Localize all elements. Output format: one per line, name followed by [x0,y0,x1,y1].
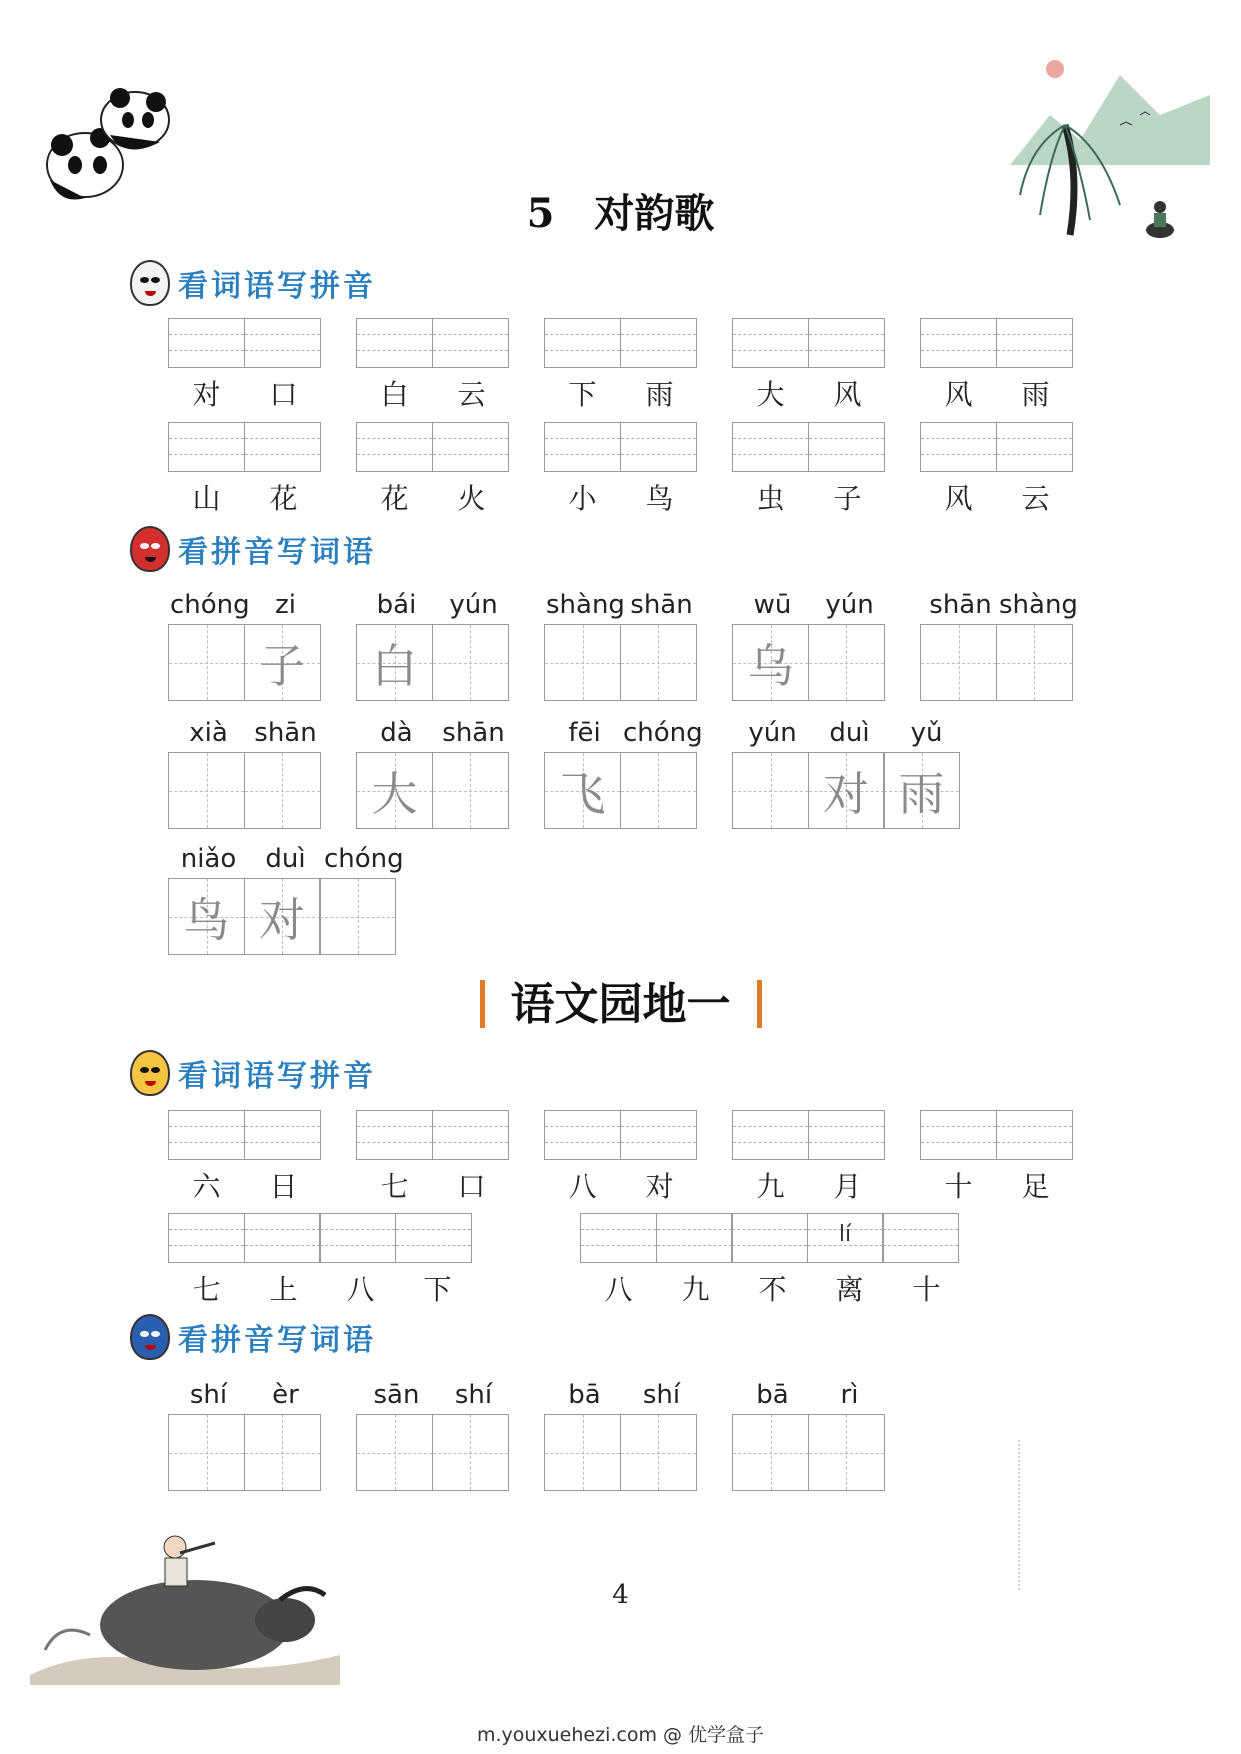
pinyin-writing-cell[interactable] [620,422,697,472]
character-writing-cell[interactable] [544,752,621,829]
guide-line [733,350,808,351]
pinyin-writing-grid [732,318,885,368]
guide-line [245,438,320,439]
guide-line [545,1126,620,1127]
character-writing-cell[interactable] [244,624,321,701]
traced-character: 白 [371,638,418,693]
word-character: 雨 [1021,378,1050,411]
section-heading-words-to-pinyin-2: 看词语写拼音 [130,1048,376,1098]
guide-line [997,334,1072,335]
lesson-title [0,182,1241,239]
guide-line [357,334,432,335]
word-character: 小 [568,482,597,515]
word-character: 不 [758,1273,787,1306]
guide-line [809,438,884,439]
title-right-bar [757,980,762,1028]
character-writing-cell[interactable] [356,624,433,701]
guide-line [545,1142,620,1143]
word-character: 十 [944,1170,973,1203]
guide-line [396,1229,471,1230]
character-writing-grid [168,878,396,955]
pinyin-writing-grid [580,1213,959,1263]
traced-character: 鸟 [183,892,230,947]
page-number: 4 [612,1580,629,1610]
pinyin-writing-cell[interactable] [319,1213,396,1263]
character-writing-cell[interactable] [168,624,245,701]
guide-line [883,1245,958,1246]
pinyin-writing-cell[interactable] [731,1213,808,1263]
guide-line [245,350,320,351]
footer-watermark: m.youxuehezi.com @ 优学盒子 [476,1724,765,1746]
pinyin-syllable: duì [265,844,306,874]
guide-line [809,454,884,455]
pinyin-syllable: shān [929,590,992,620]
guide-line [997,454,1072,455]
pinyin-writing-cell[interactable] [996,318,1073,368]
word-character: 口 [457,1170,486,1203]
word-character: 口 [269,378,298,411]
pinyin-writing-cell[interactable] [732,318,809,368]
pinyin-writing-cell[interactable] [920,1110,997,1160]
pinyin-writing-cell[interactable] [732,1110,809,1160]
pinyin-syllable: rì [840,1380,859,1410]
guide-line [169,1453,244,1454]
guide-line [357,438,432,439]
guide-line [357,1453,432,1454]
guide-line [545,334,620,335]
pinyin-writing-cell[interactable] [544,422,621,472]
character-writing-cell[interactable] [544,1414,621,1491]
word-character: 花 [269,482,298,515]
guide-line [997,1126,1072,1127]
section-heading-pinyin-to-words-2: 看拼音写词语 [130,1312,376,1362]
pinyin-writing-cell[interactable] [882,1213,959,1263]
character-writing-cell[interactable] [920,624,997,701]
character-writing-cell[interactable] [432,1414,509,1491]
guide-line [621,663,696,664]
guide-line [245,1229,320,1230]
character-writing-cell[interactable] [808,752,885,829]
traced-character: 雨 [898,766,945,821]
character-writing-cell[interactable] [244,1414,321,1491]
guide-line [809,1453,884,1454]
guide-line [733,791,808,792]
guide-line [320,917,395,918]
pinyin-writing-cell[interactable] [244,1110,321,1160]
traced-character: 乌 [747,638,794,693]
pinyin-syllable: yún [825,590,874,620]
guide-line [921,663,996,664]
pinyin-syllable: shàng [999,590,1078,620]
guide-line [657,1229,732,1230]
pinyin-syllable: shàng [546,590,625,620]
pinyin-writing-cell[interactable] [808,318,885,368]
pinyin-syllable: yún [748,718,797,748]
pinyin-syllable: yǔ [910,718,943,748]
opera-mask-icon [130,260,170,306]
pinyin-syllable: shí [454,1380,493,1410]
character-writing-cell[interactable] [620,1414,697,1491]
word-character: 七 [192,1273,221,1306]
pinyin-writing-cell[interactable] [244,318,321,368]
pinyin-writing-cell[interactable] [656,1213,733,1263]
guide-line [169,454,244,455]
pinyin-writing-grid [168,318,321,368]
unit-title: 语文园地一 [0,968,1241,1032]
word-character: 八 [346,1273,375,1306]
guide-line [320,1229,395,1230]
guide-line [169,1126,244,1127]
character-writing-cell[interactable] [356,752,433,829]
word-character: 花 [380,482,409,515]
pinyin-writing-cell[interactable] [544,318,621,368]
pinyin-writing-cell[interactable] [432,422,509,472]
guide-line [809,1142,884,1143]
guide-line [245,1142,320,1143]
pinyin-writing-cell[interactable] [168,318,245,368]
pinyin-writing-cell[interactable] [808,1110,885,1160]
word-character: 九 [681,1273,710,1306]
guide-line [245,454,320,455]
guide-line [581,1229,656,1230]
character-writing-grid [544,1414,697,1491]
guide-line [921,350,996,351]
pinyin-writing-cell[interactable] [732,422,809,472]
word-character: 风 [944,482,973,515]
word-character: 九 [756,1170,785,1203]
character-writing-grid [920,624,1073,701]
character-writing-grid [356,624,509,701]
pinyin-writing-grid [544,1110,697,1160]
guide-line [169,438,244,439]
character-writing-cell[interactable] [244,752,321,829]
pinyin-writing-cell[interactable] [168,422,245,472]
word-character: 下 [423,1273,452,1306]
guide-line [921,454,996,455]
word-character: 鸟 [645,482,674,515]
pinyin-writing-grid [544,318,697,368]
pinyin-writing-cell[interactable] [356,1110,433,1160]
guide-line [921,1126,996,1127]
pinyin-writing-cell[interactable] [432,318,509,368]
pinyin-syllable: shān [442,718,505,748]
word-character: 大 [756,378,785,411]
word-character: 山 [192,482,221,515]
character-writing-grid [168,752,321,829]
pinyin-writing-grid [168,1213,472,1263]
character-writing-cell[interactable] [168,752,245,829]
lesson-number: 5 [526,190,555,237]
pinyin-writing-cell[interactable] [395,1213,472,1263]
word-character: 雨 [645,378,674,411]
traced-character: 子 [259,638,305,693]
guide-line [169,663,244,664]
word-character: 对 [645,1170,674,1203]
guide-line [581,1245,656,1246]
word-character: 十 [912,1273,941,1306]
character-writing-grid [732,752,960,829]
character-writing-cell[interactable] [996,624,1073,701]
guide-line [169,334,244,335]
guide-line [733,1126,808,1127]
opera-mask-icon [130,526,170,572]
word-character: 离 [835,1273,864,1306]
guide-line [545,438,620,439]
guide-line [997,1142,1072,1143]
word-character: 上 [269,1273,298,1306]
guide-line [396,1245,471,1246]
guide-line [320,1245,395,1246]
word-character: 风 [944,378,973,411]
pinyin-syllable: duì [829,718,870,748]
word-character: 火 [457,482,486,515]
pinyin-writing-grid [356,318,509,368]
word-character: 风 [833,378,862,411]
guide-line [433,1142,508,1143]
character-writing-cell[interactable] [620,624,697,701]
pinyin-writing-grid [920,422,1073,472]
pinyin-writing-cell[interactable] [244,1213,321,1263]
pinyin-syllable: yún [449,590,498,620]
pinyin-syllable: shān [630,590,693,620]
word-character: 六 [192,1170,221,1203]
guide-line [809,334,884,335]
pinyin-writing-cell[interactable] [356,318,433,368]
guide-line [621,350,696,351]
lesson-name: 对韵歌 [594,190,715,237]
character-writing-cell[interactable] [732,1414,809,1491]
pinyin-syllable: xià [189,718,228,748]
character-writing-grid [168,1414,321,1491]
guide-line [621,438,696,439]
pinyin-writing-grid [544,422,697,472]
pinyin-syllable: zi [275,590,296,620]
pinyin-syllable: chóng [324,844,404,874]
guide-line [433,454,508,455]
pinyin-writing-cell[interactable] [244,422,321,472]
guide-line [433,791,508,792]
pinyin-writing-grid [920,1110,1073,1160]
section-heading-pinyin-to-words-1: 看拼音写词语 [130,524,376,574]
character-writing-cell[interactable] [808,624,885,701]
guide-line [169,1142,244,1143]
pinyin-writing-cell[interactable] [996,1110,1073,1160]
guide-line [169,791,244,792]
pinyin-syllable: fēi [568,718,601,748]
character-writing-cell[interactable] [319,878,396,955]
guide-line [245,1126,320,1127]
word-character: 对 [192,378,221,411]
guide-line [357,1126,432,1127]
pinyin-hint: lí [838,1222,852,1247]
guide-line [657,1245,732,1246]
word-character: 云 [1021,482,1050,515]
guide-line [357,1142,432,1143]
character-writing-cell[interactable] [432,624,509,701]
pinyin-syllable: shí [642,1380,681,1410]
guide-line [621,334,696,335]
traced-character: 大 [371,766,418,821]
guide-line [997,438,1072,439]
character-writing-cell[interactable] [883,752,960,829]
pinyin-writing-cell[interactable] [432,1110,509,1160]
word-character: 月 [833,1170,862,1203]
pinyin-writing-cell[interactable] [168,1213,245,1263]
guide-line [621,1126,696,1127]
guide-line [621,1453,696,1454]
guide-line [732,1245,807,1246]
character-writing-cell[interactable] [432,752,509,829]
pinyin-writing-grid [168,1110,321,1160]
guide-line [732,1229,807,1230]
guide-line [357,454,432,455]
guide-line [621,454,696,455]
guide-line [245,1245,320,1246]
guide-line [621,791,696,792]
character-writing-cell[interactable] [168,1414,245,1491]
guide-line [433,1453,508,1454]
pinyin-writing-grid [356,1110,509,1160]
opera-mask-icon [130,1050,170,1096]
word-character: 日 [269,1170,298,1203]
pinyin-writing-cell[interactable] [807,1213,884,1263]
guide-line [545,454,620,455]
pinyin-syllable: sān [373,1380,420,1410]
pinyin-syllable: èr [272,1380,299,1410]
guide-line [809,663,884,664]
character-writing-cell[interactable] [732,752,809,829]
pinyin-writing-cell[interactable] [996,422,1073,472]
guide-line [245,334,320,335]
guide-line [169,1229,244,1230]
character-writing-cell[interactable] [620,752,697,829]
traced-character: 对 [823,766,869,821]
character-writing-cell[interactable] [244,878,321,955]
character-writing-grid [356,752,509,829]
guide-line [545,663,620,664]
guide-line [921,438,996,439]
pinyin-syllable: chóng [170,590,250,620]
character-writing-grid [168,624,321,701]
word-character: 八 [568,1170,597,1203]
pinyin-writing-grid [920,318,1073,368]
pinyin-syllable: dà [380,718,413,748]
guide-line [733,438,808,439]
guide-line [733,1453,808,1454]
guide-line [169,1245,244,1246]
traced-character: 对 [259,892,305,947]
guide-line [733,1142,808,1143]
guide-line [433,1126,508,1127]
pinyin-writing-grid [356,422,509,472]
pinyin-writing-cell[interactable] [620,1110,697,1160]
section-heading-words-to-pinyin-1: 看词语写拼音 [130,258,376,308]
traced-character: 飞 [559,766,606,821]
guide-line [921,334,996,335]
pinyin-writing-cell[interactable] [544,1110,621,1160]
guide-line [997,350,1072,351]
margin-dotted-line [1018,1440,1020,1590]
word-character: 虫 [756,482,785,515]
word-character: 八 [604,1273,633,1306]
pinyin-writing-cell[interactable] [168,1110,245,1160]
guide-line [733,334,808,335]
guide-line [921,1142,996,1143]
pinyin-writing-cell[interactable] [580,1213,657,1263]
guide-line [245,1453,320,1454]
title-left-bar [480,980,485,1028]
pinyin-writing-cell[interactable] [920,422,997,472]
pinyin-syllable: shí [189,1380,228,1410]
pinyin-syllable: shān [254,718,317,748]
guide-line [433,663,508,664]
character-writing-grid [544,752,697,829]
character-writing-grid [732,624,885,701]
character-writing-cell[interactable] [544,624,621,701]
word-character: 下 [568,378,597,411]
character-writing-grid [356,1414,509,1491]
character-writing-cell[interactable] [808,1414,885,1491]
guide-line [621,1142,696,1143]
word-character: 白 [380,378,409,411]
guide-line [809,350,884,351]
word-character: 足 [1021,1170,1050,1203]
pinyin-writing-cell[interactable] [808,422,885,472]
pinyin-writing-grid [732,1110,885,1160]
guide-line [997,663,1072,664]
pinyin-syllable: niǎo [180,844,237,874]
pinyin-writing-cell[interactable] [920,318,997,368]
character-writing-cell[interactable] [356,1414,433,1491]
guide-line [433,438,508,439]
guide-line [169,350,244,351]
guide-line [883,1229,958,1230]
pinyin-writing-grid [732,422,885,472]
pinyin-writing-cell[interactable] [620,318,697,368]
guide-line [433,350,508,351]
character-writing-grid [544,624,697,701]
guide-line [733,454,808,455]
pinyin-syllable: bā [756,1380,789,1410]
character-writing-cell[interactable] [732,624,809,701]
word-character: 云 [457,378,486,411]
character-writing-cell[interactable] [168,878,245,955]
pinyin-syllable: bā [568,1380,601,1410]
pinyin-syllable: chóng [623,718,703,748]
guide-line [545,350,620,351]
pinyin-syllable: bái [376,590,417,620]
pinyin-syllable: wū [753,590,792,620]
guide-line [357,350,432,351]
guide-line [545,1453,620,1454]
pinyin-writing-grid [168,422,321,472]
character-writing-grid [732,1414,885,1491]
pinyin-writing-cell[interactable] [356,422,433,472]
opera-mask-icon [130,1314,170,1360]
guide-line [245,791,320,792]
word-character: 七 [380,1170,409,1203]
guide-line [433,334,508,335]
guide-line [809,1126,884,1127]
word-character: 子 [833,482,862,515]
